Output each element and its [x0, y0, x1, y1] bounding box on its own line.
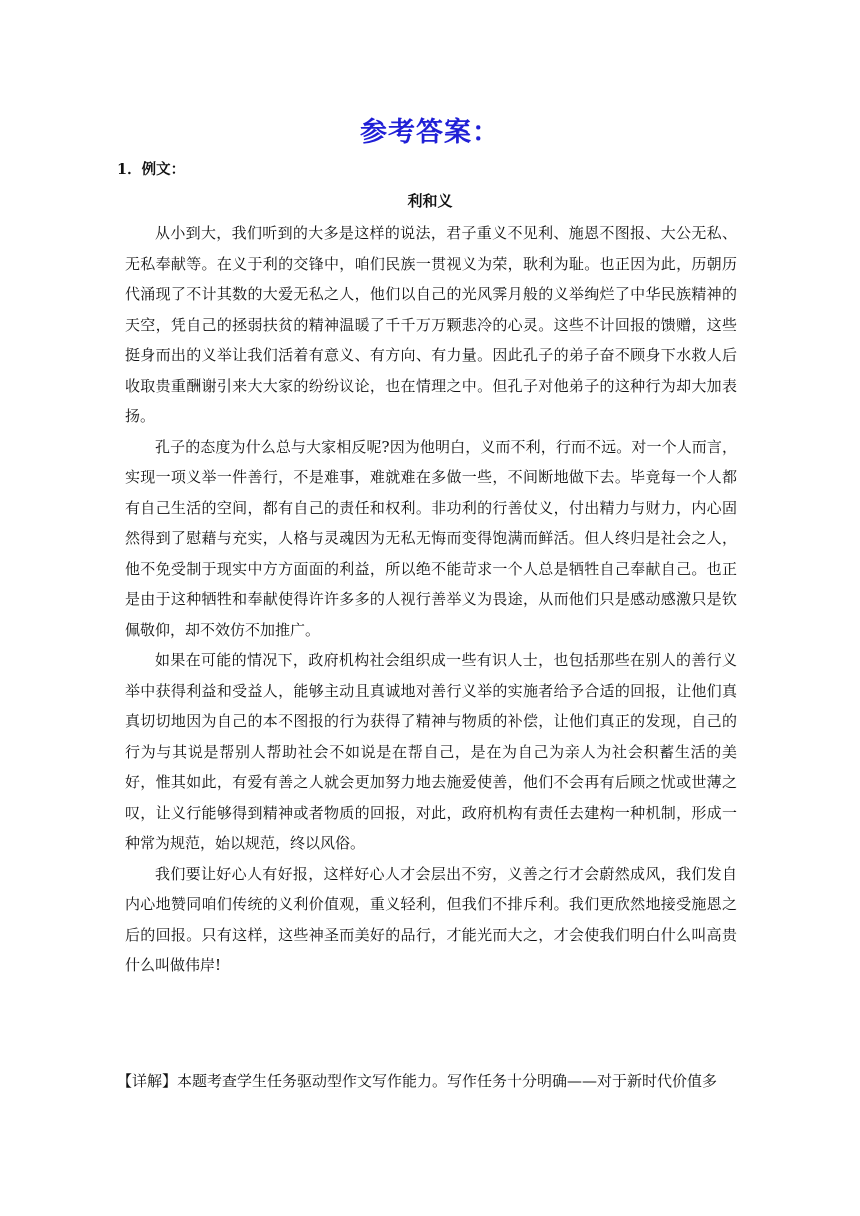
essay-paragraph-2: 孔子的态度为什么总与大家相反呢?因为他明白，义而不利，行而不远。对一个人而言，实现一项义举一件善行，不是难事，难就难在多做一些，不间断地做下去。毕竟每一个人都有自己生活的空间，都有自己的责任和权利。非功利的行善仗义，付出精力与财力，内心固然得到了慰藉与充实，人格与灵魂因为无私无悔而变得饱满而鲜活。但人终归是社会之人，他不免受制于现实中方方面面的利益，所以绝不能苛求一个人总是牺牲自己奉献自己。也正是由于这种牺牲和奉献使得许许多多的人视行善举义为畏途，从而他们只是感动感激只是钦佩敬仰，却不效仿不加推广。 [125, 437, 737, 639]
essay-paragraph-4: 我们要让好心人有好报，这样好心人才会层出不穷，义善之行才会蔚然成风，我们发自内心地赞同咱们传统的义利价值观，重义轻利，但我们不排斥利。我们更欣然地接受施恩之后的回报。只有这样，这些神圣而美好的品行，才能光而大之，才会使我们明白什么叫高贵什么叫做伟岸! [125, 864, 737, 974]
essay-paragraph-3: 如果在可能的情况下，政府机构社会组织成一些有识人士，也包括那些在别人的善行义举中获得利益和受益人，能够主动且真诚地对善行义举的实施者给予合适的回报，让他们真真切切地因为自己的本不图报的行为获得了精神与物质的补偿，让他们真正的发现，自己的行为与其说是帮别人帮助社会不如说是在帮自己，是在为自己为亲人为社会积蓄生活的美好，惟其如此，有爱有善之人就会更加努力地去施爱使善，他们不会再有后顾之忧或世薄之叹，让义行能够得到精神或者物质的回报，对此，政府机构有责任去建构一种机制，形成一种常为规范，始以规范，终以风俗。 [125, 651, 737, 852]
answer-title: 参考答案： [360, 117, 500, 148]
essay-body [125, 218, 737, 981]
question-label: 1．例文： [117, 161, 186, 178]
essay-title: 利和义 [407, 192, 453, 210]
essay-paragraph-1: 从小到大，我们听到的大多是这样的说法，君子重义不见利、施恩不图报、大公无私、无私奉献等。在义于利的交锋中，咱们民族一贯视义为荣，耿利为耻。也正因为此，历朝历代涌现了不计其数的大爱无私之人，他们以自己的光风霁月般的义举绚烂了中华民族精神的天空，凭自己的拯弱扶贫的精神温暖了千千万万颗悲冷的心灵。这些不计回报的馈赠，这些挺身而出的义举让我们活着有意义、有方向、有力量。因此孔子的弟子奋不顾身下水救人后收取贵重酬谢引来大大家的纷纷议论，也在情理之中。但孔子对他弟子的这种行为却大加表扬。 [125, 224, 737, 425]
detail-explanation: 【详解】本题考查学生任务驱动型作文写作能力。写作任务十分明确——对于新时代价值多 [117, 1072, 718, 1090]
